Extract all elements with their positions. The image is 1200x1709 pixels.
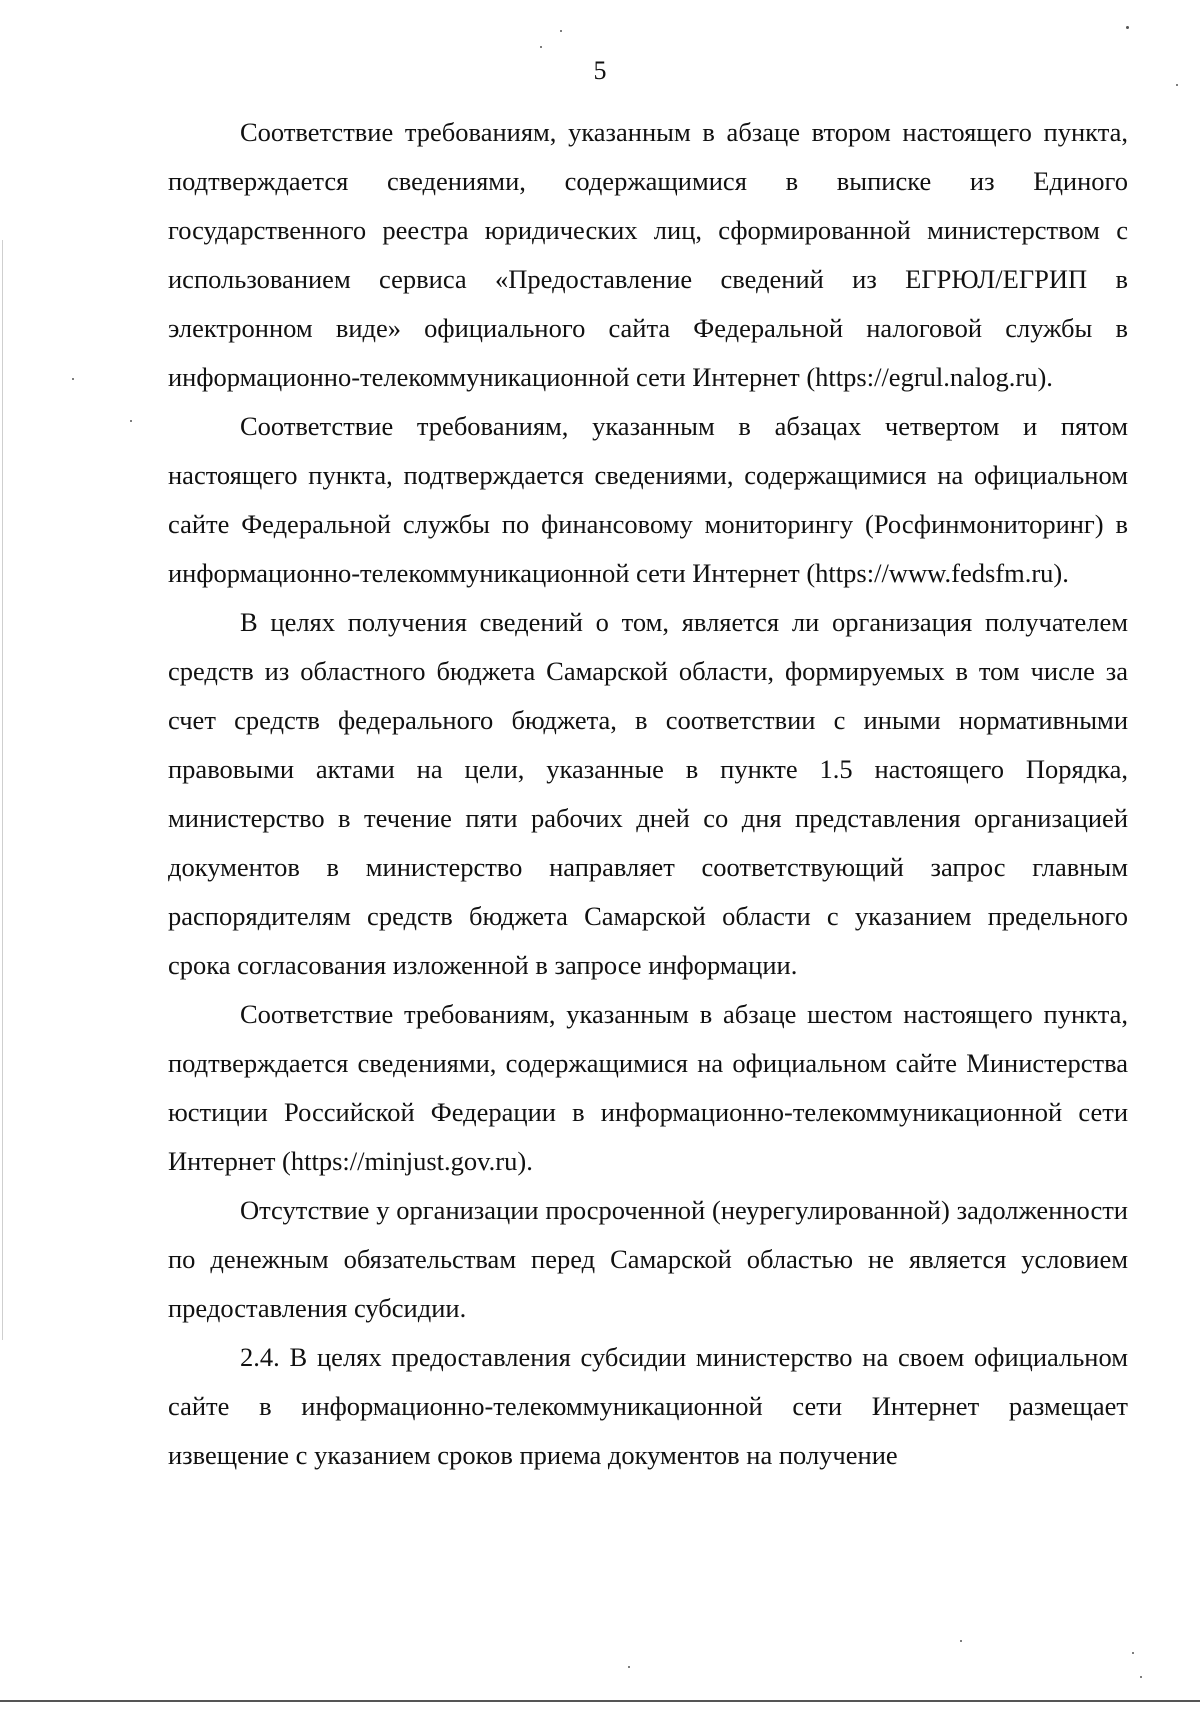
paragraph-debt: Отсутствие у организации просроченной (неурегулированной) задолженности по денежным обязательствам перед Самарской областью не является условием предоставления субсидии.	[168, 1195, 1128, 1323]
paragraph-minjust: Соответствие требованиям, указанным в абзаце шестом настоящего пункта, подтверждается сведениями, содержащимися на официальном сайте Министерства юстиции Российской Федерации в информационно-телекоммуникационной сети Интернет (https://minjust.gov.ru).	[168, 999, 1128, 1176]
scan-speck	[130, 420, 132, 422]
scan-speck	[560, 30, 562, 32]
scan-speck	[960, 1640, 962, 1642]
scan-speck	[1140, 1676, 1142, 1678]
scan-speck	[1176, 84, 1178, 86]
scan-speck	[72, 378, 74, 380]
scan-speck	[1126, 26, 1129, 29]
scan-speck	[1132, 1652, 1134, 1654]
document-body	[168, 108, 1128, 1480]
paragraph-2-4: 2.4. В целях предоставления субсидии министерство на своем официальном сайте в информационно-телекоммуникационной сети Интернет размещает извещение с указанием сроков приема документов на получение	[168, 1342, 1128, 1470]
scan-speck	[540, 46, 542, 48]
paragraph-egrul: Соответствие требованиям, указанным в абзаце втором настоящего пункта, подтверждается сведениями, содержащимися в выписке из Единого государственного реестра юридических лиц, сформированной министерством с использованием сервиса «Предоставление сведений из ЕГРЮЛ/ЕГРИП в электронном виде» официального сайта Федеральной налоговой службы в информационно-телекоммуникационной сети Интернет (https://egrul.nalog.ru).	[168, 117, 1128, 392]
scan-bottom-edge	[0, 1700, 1200, 1702]
paragraph-budget-request: В целях получения сведений о том, является ли организация получателем средств из областного бюджета Самарской области, формируемых в том числе за счет средств федерального бюджета, в соответствии с иными нормативными правовыми актами на цели, указанные в пункте 1.5 настоящего Порядка, министерство в течение пяти рабочих дней со дня представления организацией документов в министерство направляет соответствующий запрос главным распорядителям средств бюджета Самарской области с указанием предельного срока согласования изложенной в запросе информации.	[168, 607, 1128, 980]
page-number: 5	[593, 56, 607, 85]
scan-edge	[2, 240, 3, 1340]
scan-speck	[628, 1666, 630, 1668]
paragraph-rosfinmonitoring: Соответствие требованиям, указанным в абзацах четвертом и пятом настоящего пункта, подтверждается сведениями, содержащимися на официальном сайте Федеральной службы по финансовому мониторингу (Росфинмониторинг) в информационно-телекоммуникационной сети Интернет (https://www.fedsfm.ru).	[168, 411, 1128, 588]
